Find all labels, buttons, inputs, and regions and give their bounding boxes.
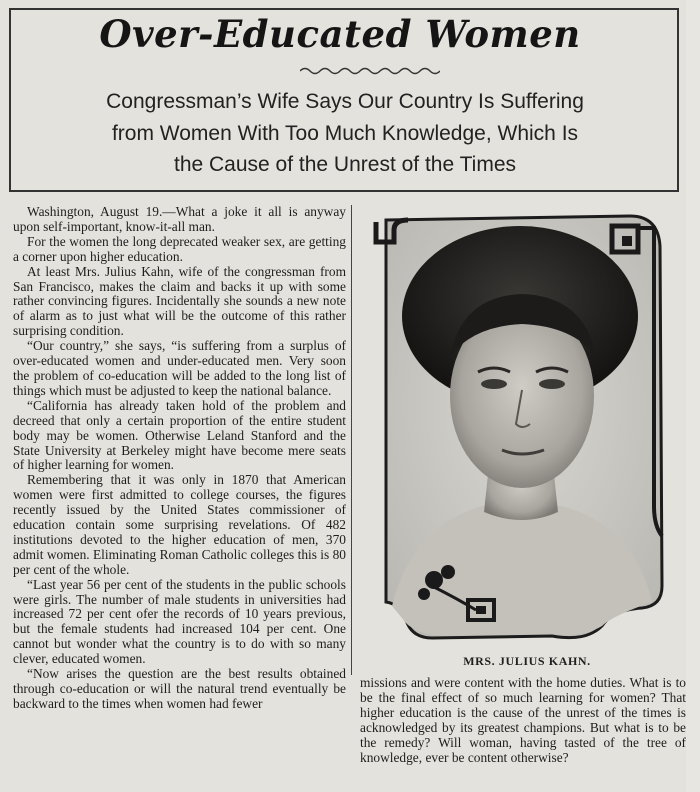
article-paragraph: “Last year 56 per cent of the students in the public schools were girls. The number of male students in universities had increased 72 per cent ofer the records of 10 years previous, but the female students had increased 104 per cent. One cannot but wonder what the country is to do with so many clever, educated women. xyxy=(13,576,346,667)
article-paragraph: “Now arises the question are the best results obtained through co-education or will the natural trend eventually be backward to the times when women had fewer xyxy=(13,666,346,711)
article-paragraph: For the women the long deprecated weaker sex, are getting a corner upon higher education. xyxy=(13,233,346,264)
article-paragraph: “California has already taken hold of the problem and decreed that only a certain proportion of the entire student body may be women. Otherwise Leland Stanford and the State University at Berkeley might have become mere seats of higher learning for women. xyxy=(13,397,346,473)
article-paragraph: “Our country,” she says, “is suffering from a surplus of over-educated women and under-educated men. Very soon the problem of co-education will be added to the long list of things which must be adjusted to keep the national balance. xyxy=(13,338,346,398)
page-margin xyxy=(686,0,700,792)
photo-caption: MRS. JULIUS KAHN. xyxy=(463,654,591,668)
deck-line: the Cause of the Unrest of the Times xyxy=(173,153,516,176)
article-deck xyxy=(20,86,670,181)
header-top-rule xyxy=(9,8,679,10)
article-paragraph: At least Mrs. Julius Kahn, wife of the congressman from San Francisco, makes the claim and backs it up with some rather convincing figures. Incidentally she sounds a new note of alarm as to just what will be the outcome of this rather surprising condition. xyxy=(13,263,346,339)
article-body-continued xyxy=(360,676,686,765)
column-divider xyxy=(351,205,352,675)
deck-line: from Women With Too Much Knowledge, Which Is xyxy=(111,121,579,145)
article-body-left xyxy=(13,205,346,712)
deck-line: Congressman’s Wife Says Our Country Is Suffering xyxy=(106,90,584,113)
headline-ornament xyxy=(300,66,440,76)
portrait-photo xyxy=(372,206,668,646)
header-bottom-rule xyxy=(9,190,679,192)
article-paragraph: Remembering that it was only in 1870 that American women were first admitted to college courses, the figures recently issued by the United States commissioner of education contain some surprising revelations. Of 482 institutions devoted to the higher education of men, 370 admit women. Eliminating Roman Catholic colleges this is 80 per cent of the whole. xyxy=(13,472,346,577)
article-paragraph-continued: missions and were content with the home duties. What is to be the final effect of so much learning for women? That higher education is the cause of the unrest of the times is acknowledged by its greatest champions. But what is to be the remedy? Will woman, having tasted of the tree of knowledge, ever be content otherwise? xyxy=(360,675,686,765)
article-headline: Over-Educated Women xyxy=(99,12,581,56)
article-paragraph: Washington, August 19.—What a joke it all is anyway upon self-important, know-it-all man. xyxy=(13,204,346,234)
